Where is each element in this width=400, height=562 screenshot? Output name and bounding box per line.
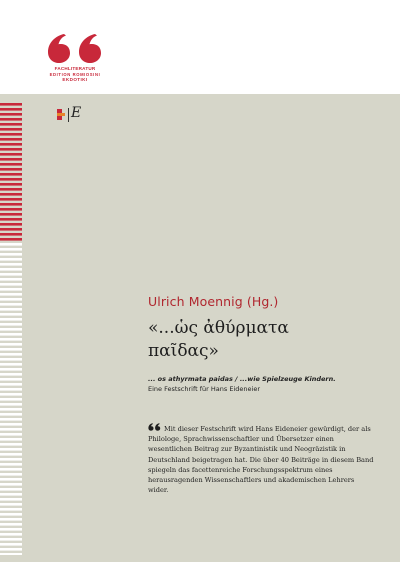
striped-bar: [0, 103, 22, 555]
publisher-mark: [57, 105, 97, 122]
author: Ulrich Moennig (Hg.): [148, 294, 279, 309]
publisher-letter: E: [71, 105, 82, 121]
blurb: [148, 423, 376, 495]
subtitle-dedication: Eine Festschrift für Hans Eideneier: [148, 385, 260, 393]
title-line-2: παῖδας»: [148, 341, 219, 361]
logo-text: [44, 66, 106, 83]
quote-icon: [148, 423, 161, 431]
logo-line-1: FACHLITERATUR: [54, 66, 96, 71]
quote-marks-icon: [46, 32, 104, 64]
subtitle: ... os athyrmata paidas / ...wie Spielzeuge Kindern.: [148, 375, 336, 383]
logo-line-3: EKDOTIKI: [62, 77, 88, 82]
blurb-text: Mit dieser Festschrift wird Hans Eideneier gewürdigt, der als Philologe, Sprachwissenschaftler und Übersetzer einen wesentlichen Beitrag zur Byzantinistik und Neogräzistik in Deutschland beigetragen hat. Die über 40 Beiträge in diesem Band spiegeln das facettenreiche Forschungsspektrum eines herausragenden Wissenschaftlers und akademischen Lehrers wider.: [148, 425, 374, 495]
logo-line-2: EDITION ROMIOSINI: [49, 71, 101, 77]
publisher-logo: [44, 32, 106, 88]
book-title: [148, 317, 388, 363]
divider: [68, 108, 69, 122]
publisher-logo-icon: [57, 109, 65, 120]
title-line-1: «...ὡς ἀθύρματα: [148, 318, 289, 338]
